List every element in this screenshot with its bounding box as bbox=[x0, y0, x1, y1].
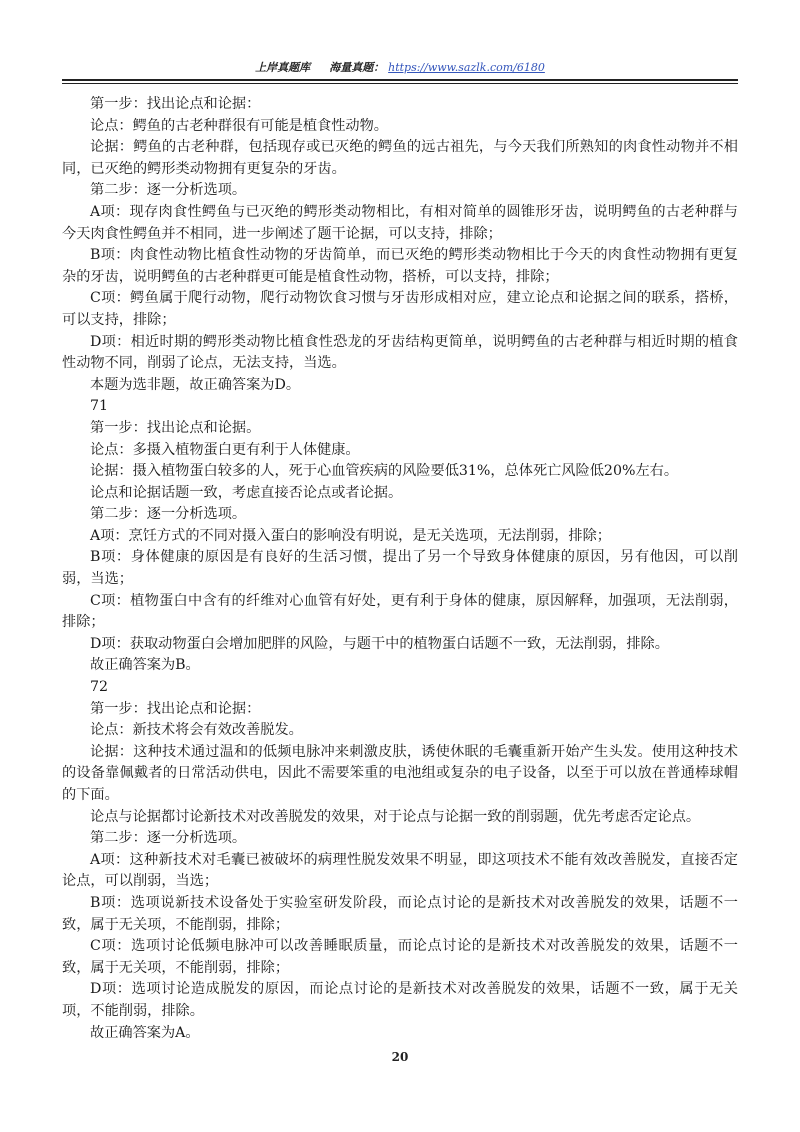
page-number: 20 bbox=[391, 1050, 409, 1064]
paragraph: 论点和论据话题一致，考虑直接否论点或者论据。 bbox=[90, 484, 403, 501]
paragraph: 论据：摄入植物蛋白较多的人，死于心血管疾病的风险要低31%，总体死亡风险低20%左右。 bbox=[90, 463, 679, 480]
paragraph: 论点：多摄入植物蛋白更有利于人体健康。 bbox=[90, 441, 360, 458]
paragraph: 故正确答案为A。 bbox=[90, 1024, 200, 1041]
paragraph: D项：相近时期的鳄形类动物比植食性恐龙的牙齿结构更简单，说明鳄鱼的古老种群与相近时期的植食性动物不同，削弱了论点，无法支持，当选。 bbox=[62, 333, 738, 372]
paragraph: 论点与论据都讨论新技术对改善脱发的效果，对于论点与论据一致的削弱题，优先考虑否定论点。 bbox=[90, 808, 701, 825]
paragraph: 论点：鳄鱼的古老种群很有可能是植食性动物。 bbox=[90, 117, 388, 134]
paragraph: D项：获取动物蛋白会增加肥胖的风险，与题干中的植物蛋白话题不一致，无法削弱，排除。 bbox=[90, 635, 669, 652]
paragraph: C项：植物蛋白中含有的纤维对心血管有好处，更有利于身体的健康，原因解释，加强项，无法削弱，排除； bbox=[62, 592, 738, 631]
paragraph: 72 bbox=[90, 679, 109, 696]
paragraph: B项：选项说新技术设备处于实验室研发阶段，而论点讨论的是新技术对改善脱发的效果，话题不一致，属于无关项，不能削弱，排除； bbox=[62, 894, 738, 933]
page-header bbox=[0, 60, 800, 76]
paragraph: C项：选项讨论低频电脉冲可以改善睡眠质量，而论点讨论的是新技术对改善脱发的效果，话题不一致，属于无关项，不能削弱，排除； bbox=[62, 938, 738, 976]
paragraph: A项：这种新技术对毛囊已被破坏的病理性脱发效果不明显，即这项技术不能有效改善脱发，直接否定论点，可以削弱，当选； bbox=[62, 851, 738, 890]
paragraph: 故正确答案为B。 bbox=[90, 657, 200, 674]
header-rule-thick bbox=[62, 79, 738, 81]
paragraph: 论点：新技术将会有效改善脱发。 bbox=[90, 722, 303, 739]
body-text bbox=[62, 94, 738, 1044]
paragraph: 第一步：找出论点和论据： bbox=[90, 96, 261, 112]
paragraph: 论据：这种技术通过温和的低频电脉冲来刺激皮肤，诱使休眠的毛囊重新开始产生头发。使用这种技术的设备靠佩戴者的日常活动供电，因此不需要笨重的电池组或复杂的电子设备，以至于可以放在普通棒球帽的下面。 bbox=[62, 743, 738, 803]
paragraph: A项：现存肉食性鳄鱼与已灭绝的鳄形类动物相比，有相对简单的圆锥形牙齿，说明鳄鱼的古老种群与今天肉食性鳄鱼并不相同，进一步阐述了题干论据，可以支持，排除； bbox=[62, 203, 738, 242]
paragraph: A项：烹饪方式的不同对摄入蛋白的影响没有明说，是无关选项，无法削弱，排除； bbox=[90, 527, 611, 544]
header-url-link[interactable]: https://www.sazlk.com/6180 bbox=[388, 61, 545, 74]
paragraph: D项：选项讨论造成脱发的原因，而论点讨论的是新技术对改善脱发的效果，话题不一致，属于无关项，不能削弱，排除。 bbox=[62, 981, 738, 1019]
paragraph: B项：身体健康的原因是有良好的生活习惯，提出了另一个导致身体健康的原因，另有他因，可以削弱，当选； bbox=[62, 549, 738, 588]
paragraph: 第一步：找出论点和论据： bbox=[90, 700, 261, 717]
header-rule-thin bbox=[62, 83, 738, 84]
paragraph: 论据：鳄鱼的古老种群，包括现存或已灭绝的鳄鱼的远古祖先，与今天我们所熟知的肉食性动物并不相同，已灭绝的鳄形类动物拥有更复杂的牙齿。 bbox=[62, 139, 738, 177]
paragraph: 71 bbox=[90, 398, 109, 415]
paragraph: 第二步：逐一分析选项。 bbox=[90, 506, 247, 523]
paragraph: B项：肉食性动物比植食性动物的牙齿简单，而已灭绝的鳄形类动物相比于今天的肉食性动物拥有更复杂的牙齿，说明鳄鱼的古老种群更可能是植食性动物，搭桥，可以支持，排除； bbox=[62, 247, 738, 285]
paragraph: 第二步：逐一分析选项。 bbox=[90, 830, 247, 847]
paragraph: 本题为选非题，故正确答案为D。 bbox=[90, 376, 301, 393]
header-site-name: 上岸真题库 bbox=[255, 61, 311, 74]
header-label: 海量真题： bbox=[329, 61, 385, 74]
paragraph: C项：鳄鱼属于爬行动物，爬行动物饮食习惯与牙齿形成相对应，建立论点和论据之间的联系，搭桥，可以支持，排除； bbox=[62, 290, 738, 328]
paragraph: 第二步：逐一分析选项。 bbox=[90, 182, 247, 199]
paragraph: 第一步：找出论点和论据。 bbox=[90, 419, 261, 436]
